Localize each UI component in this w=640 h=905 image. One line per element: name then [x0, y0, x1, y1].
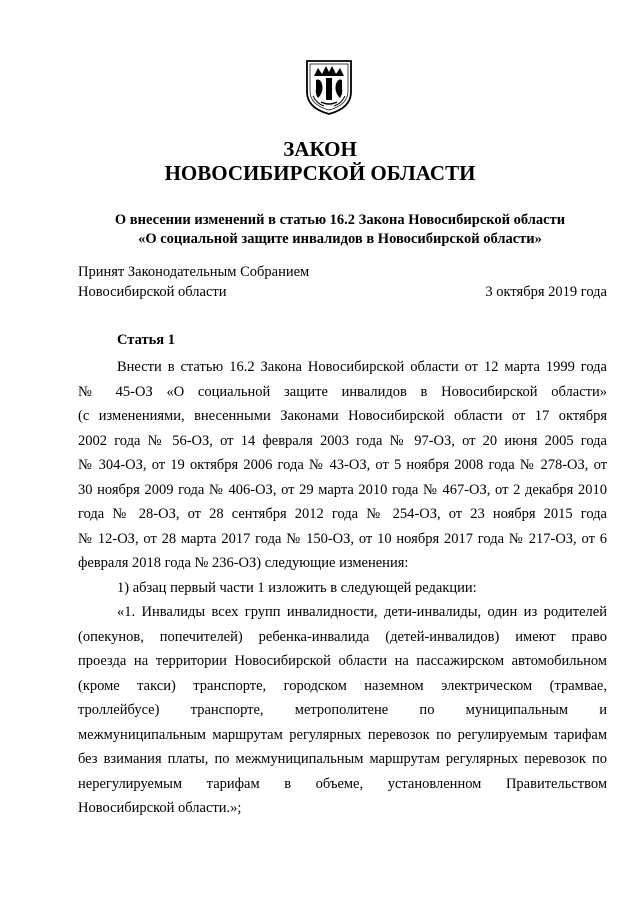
- quoted-text-line: «1. Инвалиды всех групп инвалидности, дети-инвалиды, один из родителей: [117, 604, 607, 620]
- quoted-text-line: Новосибирской области.»;: [78, 800, 242, 816]
- adopted-by-line-1: Принят Законодательным Собранием: [78, 264, 310, 280]
- quoted-text-line: троллейбусе) транспорте, метрополитене по муниципальным и: [78, 702, 607, 718]
- amendment-item-line: 1) абзац первый части 1 изложить в следующей редакции:: [117, 579, 477, 596]
- law-region-title: НОВОСИБИРСКОЙ ОБЛАСТИ: [164, 161, 476, 185]
- quoted-text-line: (опекунов, попечителей) ребенка-инвалида (детей-инвалидов) имеют право: [78, 628, 607, 645]
- paragraph-line: (с изменениями, внесенными Законами Новосибирской области от 17 октября: [78, 408, 607, 424]
- paragraph-line: 2002 года № 56-ОЗ, от 14 февраля 2003 года № 97-ОЗ, от 20 июня 2005 года: [78, 432, 607, 449]
- law-title: ЗАКОН: [283, 137, 357, 161]
- paragraph-line: № 304-ОЗ, от 19 октября 2006 года № 43-ОЗ, от 5 ноября 2008 года № 278-ОЗ, от: [78, 457, 607, 473]
- article-heading: Статья 1: [117, 332, 175, 348]
- quoted-text-line: проезда на территории Новосибирской области на пассажирском автомобильном: [78, 653, 607, 669]
- paragraph-line: Внести в статью 16.2 Закона Новосибирской области от 12 марта 1999 года: [117, 359, 607, 375]
- coat-of-arms-icon: [304, 58, 354, 116]
- quoted-text-line: без взимания платы, по межмуниципальным маршрутам регулярных перевозок по: [78, 751, 607, 767]
- paragraph-line: № 12-ОЗ, от 28 марта 2017 года № 150-ОЗ, от 10 ноября 2017 года № 217-ОЗ, от 6: [78, 530, 607, 547]
- quoted-text-line: нерегулируемым тарифам в объеме, установленном Правительством: [78, 775, 607, 792]
- paragraph-line: 30 ноября 2009 года № 406-ОЗ, от 29 марта 2010 года № 467-ОЗ, от 2 декабря 2010: [78, 481, 607, 498]
- adoption-date: 3 октября 2019 года: [485, 284, 607, 300]
- adopted-by-line-2: Новосибирской области: [78, 284, 227, 300]
- paragraph-line: № 45-ОЗ «О социальной защите инвалидов в Новосибирской области»: [78, 383, 607, 400]
- paragraph-line: февраля 2018 года № 236-ОЗ) следующие изменения:: [78, 555, 409, 571]
- law-subject-line-2: «О социальной защите инвалидов в Новосибирской области»: [138, 231, 542, 247]
- article-body: [78, 355, 607, 821]
- quoted-text-line: межмуниципальным маршрутам регулярных перевозок по регулируемым тарифам: [78, 726, 607, 743]
- quoted-text-line: (кроме такси) транспорте, городском наземном электрическом (трамвае,: [78, 677, 607, 694]
- paragraph-line: года № 28-ОЗ, от 28 сентября 2012 года № 254-ОЗ, от 23 ноября 2015 года: [78, 506, 607, 522]
- law-subject-line-1: О внесении изменений в статью 16.2 Закона Новосибирской области: [114, 212, 566, 228]
